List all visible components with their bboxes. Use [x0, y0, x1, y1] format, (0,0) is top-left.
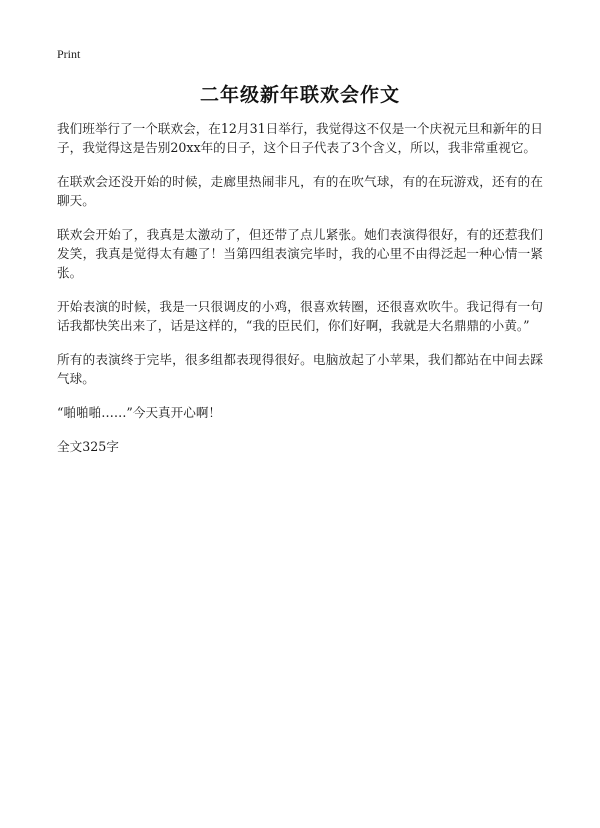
print-link[interactable]: Print — [57, 47, 81, 61]
paragraph: 所有的表演终于完毕，很多组都表现得很好。电脑放起了小苹果，我们都站在中间去踩气球。 — [57, 352, 543, 386]
paragraph: 开始表演的时候，我是一只很调皮的小鸡，很喜欢转圈，还很喜欢吹牛。我记得有一句话我都快笑出来了，话是这样的，“我的臣民们，你们好啊，我就是大名鼎鼎的小黄。” — [57, 299, 543, 333]
paragraph: 在联欢会还没开始的时候，走廊里热闹非凡，有的在吹气球，有的在玩游戏，还有的在聊天。 — [57, 174, 543, 208]
paragraph: “啪啪啪……”今天真开心啊！ — [57, 405, 222, 420]
paragraph: 我们班举行了一个联欢会，在12月31日举行，我觉得这不仅是一个庆祝元旦和新年的日子，我觉得这是告别20xx年的日子，这个日子代表了3个含义，所以，我非常重视它。 — [57, 121, 543, 155]
page-title: 二年级新年联欢会作文 — [199, 84, 400, 106]
paragraph: 联欢会开始了，我真是太激动了，但还带了点儿紧张。她们表演得很好，有的还惹我们发笑，我真是觉得太有趣了！当第四组表演完毕时，我的心里不由得泛起一种心情一紧张。 — [57, 227, 543, 280]
word-count: 全文325字 — [57, 439, 119, 454]
article-body — [57, 119, 543, 471]
